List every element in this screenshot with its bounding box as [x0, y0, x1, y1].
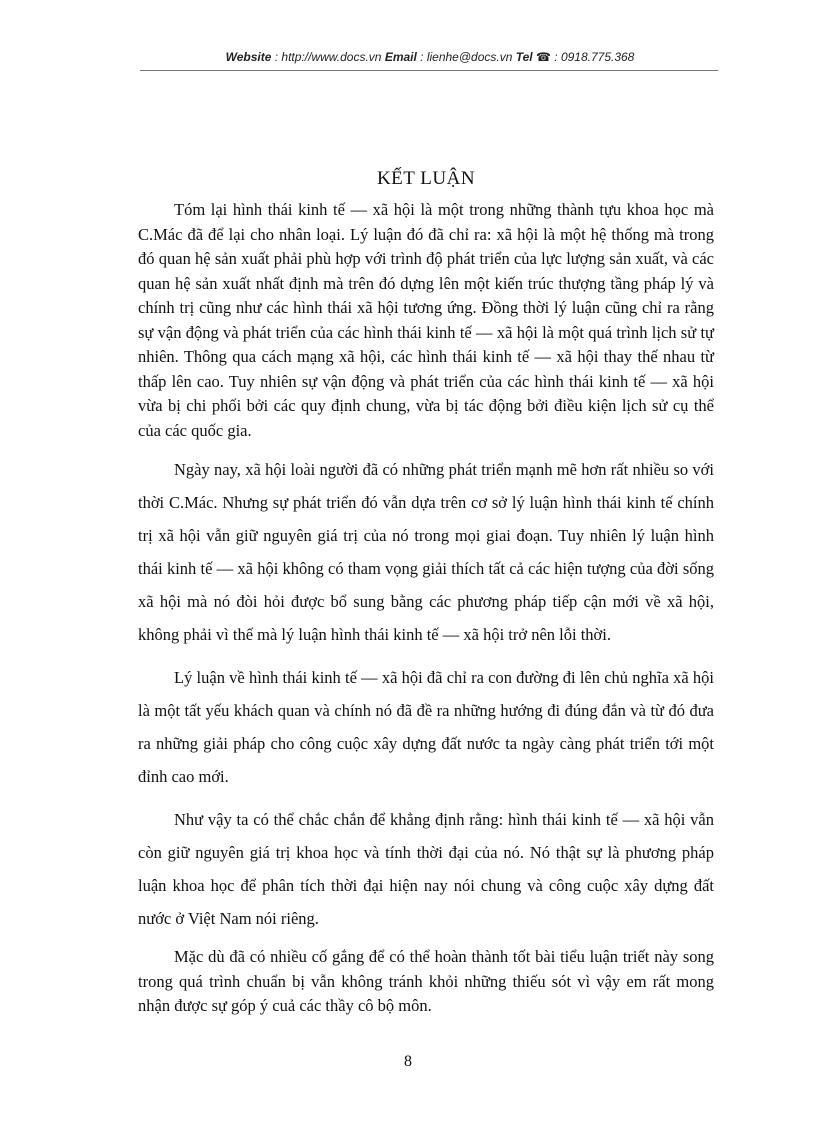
tel-label: Tel — [515, 50, 533, 64]
body-text — [138, 198, 714, 1029]
tel-number: : 0918.775.368 — [550, 50, 635, 64]
paragraph-summary: Tóm lại hình thái kinh tế — xã hội là một trong những thành tựu khoa học mà C.Mác đã để lại cho nhân loại. Lý luận đó đã chỉ ra: xã hội là một hệ thống mà trong đó quan hệ sản xuất phải phù hợp với trình độ phát triển của lực lượng sản xuất, và các quan hệ sản xuất nhất định mà trên đó dựng lên một kiến trúc thượng tầng pháp lý và chính trị cũng như các hình thái xã hội tương ứng. Đồng thời lý luận cũng chỉ ra rằng sự vận động và phát triển của các hình thái kinh tế — xã hội là một quá trình lịch sử tự nhiên. Thông qua cách mạng xã hội, các hình thái kinh tế — xã hội thay thế nhau từ thấp lên cao. Tuy nhiên sự vận động và phát triển của các hình thái kinh tế — xã hội vừa bị chi phối bởi các quy định chung, vừa bị tác động bởi điều kiện lịch sử cụ thể của các quốc gia. — [138, 200, 714, 440]
paragraph-scientific-value: Như vậy ta có thể chắc chắn để khẳng định rằng: hình thái kinh tế — xã hội vẫn còn giữ nguyên giá trị khoa học và tính thời đại của nó. Nó thật sự là phương pháp luận khoa học để phân tích thời đại hiện nay nói chung và công cuộc xây dựng đất nước ở Việt Nam nói riêng. — [138, 810, 714, 928]
website-label: Website — [225, 50, 272, 64]
section-title: KẾT LUẬN — [376, 168, 476, 189]
phone-icon: ☎ — [535, 50, 551, 64]
paragraph-modern-society: Ngày nay, xã hội loài người đã có những phát triển mạnh mẽ hơn rất nhiều so với thời C.Mác. Nhưng sự phát triển đó vẫn dựa trên cơ sở lý luận hình thái kinh tế chính trị xã hội vẫn giữ nguyên giá trị của nó trong mọi giai đoạn. Tuy nhiên lý luận hình thái kinh tế — xã hội không có tham vọng giải thích tất cả các hiện tượng của đời sống xã hội mà nó đòi hỏi được bổ sung bằng các phương pháp tiếp cận mới về xã hội, không phải vì thế mà lý luận hình thái kinh tế — xã hội trở nên lỗi thời. — [138, 460, 714, 644]
email-label: Email — [384, 50, 417, 64]
page-header — [145, 50, 715, 64]
page-number: 8 — [404, 1053, 412, 1070]
header-divider — [140, 70, 718, 71]
email-address: : lienhe@docs.vn — [416, 50, 516, 64]
website-url: : http://www.docs.vn — [271, 50, 385, 64]
paragraph-acknowledgement: Mặc dù đã có nhiều cố gắng để có thể hoàn thành tốt bài tiểu luận triết này song trong quá trình chuẩn bị vẫn không tránh khỏi những thiếu sót vì vậy em rất mong nhận được sự góp ý cuả các thầy cô bộ môn. — [138, 947, 714, 1015]
paragraph-path-to-socialism: Lý luận về hình thái kinh tế — xã hội đã chỉ ra con đường đi lên chủ nghĩa xã hội là một tất yếu khách quan và chính nó đã đề ra những hướng đi đúng đắn và từ đó đưa ra những giải pháp cho công cuộc xây dựng đất nước ta ngày càng phát triển tới một đỉnh cao mới. — [138, 668, 714, 786]
